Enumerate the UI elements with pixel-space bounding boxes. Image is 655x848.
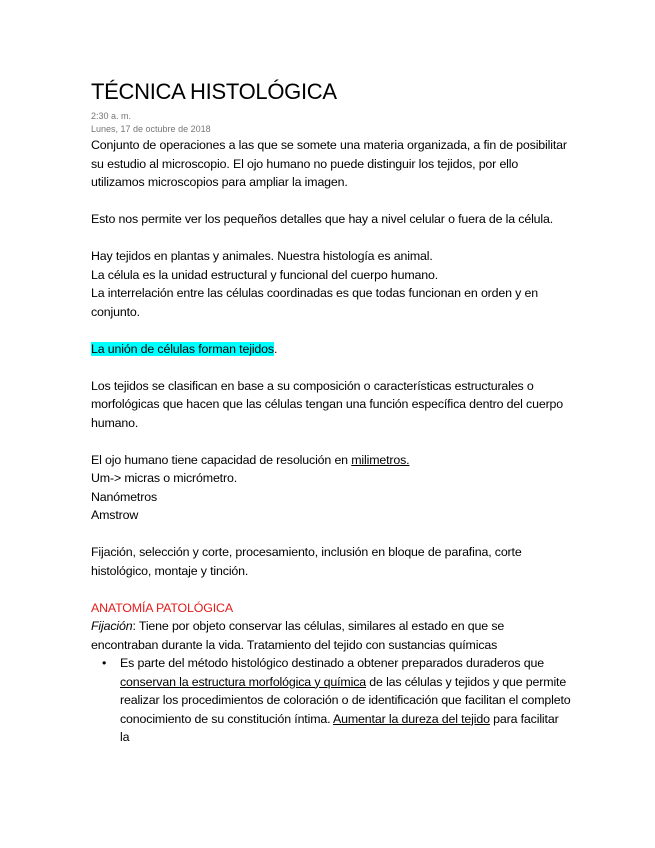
bullet-underline: conservan la estructura morfológica y química bbox=[120, 674, 366, 689]
paragraph-detail: Esto nos permite ver los pequeños detalles que hay a nivel celular o fuera de la célula. bbox=[91, 212, 554, 226]
section-heading: ANATOMÍA PATOLÓGICA bbox=[91, 600, 233, 615]
note-date: Lunes, 17 de octubre de 2018 bbox=[91, 124, 211, 134]
paragraph-line: Um-> micras o micrómetro. bbox=[91, 471, 237, 485]
highlighted-text: La unión de células forman tejidos bbox=[91, 341, 274, 356]
resolution-text: El ojo humano tiene capacidad de resolución en bbox=[91, 452, 352, 467]
spacer bbox=[91, 229, 571, 248]
bullet-text: para facilitar la bbox=[120, 711, 559, 744]
note-body bbox=[91, 136, 571, 747]
page-title: TÉCNICA HISTOLÓGICA bbox=[91, 79, 337, 104]
paragraph-line: Amstrow bbox=[91, 508, 139, 522]
highlight-end: . bbox=[273, 341, 278, 356]
paragraph-intro: Conjunto de operaciones a las que se somete una materia organizada, a fin de posibilitar su estudio al microscopio. El ojo humano no puede distinguir los tejidos, por ello utilizamos microscopios para ampliar la imagen. bbox=[91, 138, 567, 189]
paragraph-line: Hay tejidos en plantas y animales. Nuestra histología es animal. bbox=[91, 249, 433, 263]
bullet-text: Es parte del método histológico destinado a obtener preparados duraderos que bbox=[120, 656, 544, 670]
paragraph-line: Nanómetros bbox=[91, 489, 157, 504]
paragraph-line: La interrelación entre las células coordinadas es que todas funcionan en orden y en conjunto. bbox=[91, 286, 538, 319]
spacer bbox=[91, 321, 571, 340]
bullet-icon: • bbox=[102, 656, 107, 670]
resolution-underlined: milimetros. bbox=[351, 452, 410, 467]
paragraph-fijacion bbox=[91, 617, 571, 654]
fijacion-label: Fijación bbox=[91, 619, 133, 633]
paragraph-steps: Fijación, selección y corte, procesamiento, inclusión en bloque de parafina, corte histológico, montaje y tinción. bbox=[91, 545, 522, 578]
spacer bbox=[91, 192, 571, 211]
fijacion-text: : Tiene por objeto conservar las células, similares al estado en que se encontraban durante la vida. Tratamiento del tejido con sustancias químicas bbox=[91, 619, 505, 652]
spacer bbox=[91, 432, 571, 451]
note-time: 2:30 a. m. bbox=[91, 111, 132, 121]
bullet-text: de las células y tejidos y que permite realizar los procedimientos de coloración o de identificación que facilitan el completo conocimiento de su constitución íntima. bbox=[120, 674, 571, 726]
spacer bbox=[91, 358, 571, 377]
paragraph-resolution bbox=[91, 451, 571, 470]
spacer bbox=[91, 580, 571, 599]
paragraph-line: La célula es la unidad estructural y funcional del cuerpo humano. bbox=[91, 267, 439, 282]
spacer bbox=[91, 525, 571, 544]
bullet-underline: Aumentar la dureza del tejido bbox=[333, 711, 490, 726]
highlighted-paragraph bbox=[91, 340, 571, 359]
paragraph-classification: Los tejidos se clasifican en base a su composición o características estructurales o morfológicas que hacen que las células tengan una función específica dentro del cuerpo humano. bbox=[91, 378, 564, 430]
bullet-list bbox=[91, 654, 571, 747]
list-item bbox=[91, 654, 571, 747]
